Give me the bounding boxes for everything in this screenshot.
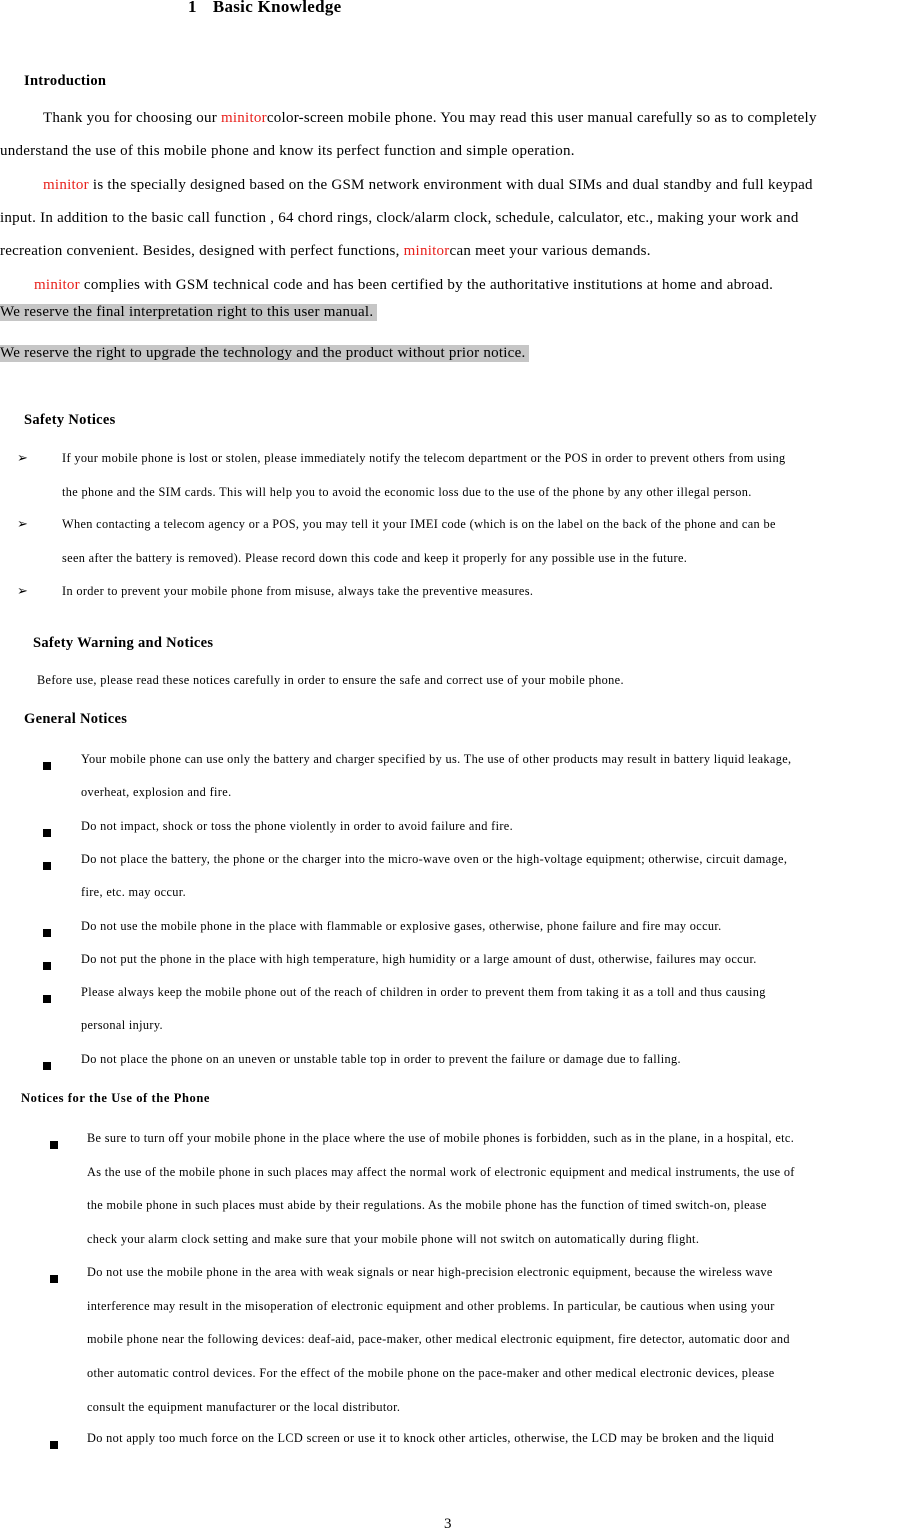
general-notice-line: Do not place the battery, the phone or the charger into the micro-wave oven or the high-voltage equipment; otherwise, circuit damage, [81, 852, 788, 866]
general-notice-line: Do not use the mobile phone in the place with flammable or explosive gases, otherwise, phone failure and fire may occur. [81, 919, 722, 933]
safety-notices-title: Safety Notices [24, 412, 116, 428]
arrow-bullet-icon: ➢ [17, 450, 28, 465]
square-bullet-icon [43, 957, 51, 975]
square-bullet-icon [50, 1136, 58, 1154]
introduction-title: Introduction [24, 73, 107, 89]
highlighted-text: We reserve the right to upgrade the technology and the product without prior notice. [0, 345, 529, 362]
general-notice-line: Please always keep the mobile phone out of the reach of children in order to prevent them from taking it as a toll and thus causing [81, 985, 766, 999]
phone-use-notice-line: the mobile phone in such places must abide by their regulations. As the mobile phone has the function of timed switch-on, please [87, 1198, 767, 1213]
reserve-notice-1 [0, 304, 377, 321]
phone-use-notice-line: check your alarm clock setting and make sure that your mobile phone will not switch on automatically during flight. [87, 1232, 700, 1247]
page-number: 3 [444, 1516, 452, 1532]
safety-notice-line: If your mobile phone is lost or stolen, please immediately notify the telecom department or the POS in order to prevent others from using [62, 451, 786, 465]
intro-text: recreation convenient. Besides, designed with perfect functions, [0, 243, 404, 259]
safety-notice-line: the phone and the SIM cards. This will help you to avoid the economic loss due to the use of the phone by any other illegal person. [62, 485, 752, 499]
chapter-number: 1 [188, 0, 197, 16]
safety-notice-line: In order to prevent your mobile phone from misuse, always take the preventive measures. [62, 584, 534, 598]
phone-use-notices-title: Notices for the Use of the Phone [21, 1091, 211, 1105]
general-notice-line: Your mobile phone can use only the battery and charger specified by us. The use of other products may result in battery liquid leakage, [81, 752, 792, 766]
general-notice-line: Do not impact, shock or toss the phone violently in order to avoid failure and fire. [81, 819, 514, 833]
square-bullet-icon [43, 857, 51, 875]
general-notice-line: overheat, explosion and fire. [81, 785, 232, 799]
general-notice-line: fire, etc. may occur. [81, 885, 186, 899]
square-bullet-icon [43, 990, 51, 1008]
safety-notice-line: When contacting a telecom agency or a POS, you may tell it your IMEI code (which is on the label on the back of the phone and can be [62, 517, 776, 531]
square-bullet-icon [43, 824, 51, 842]
square-bullet-icon [43, 1057, 51, 1075]
phone-use-notice-line: Be sure to turn off your mobile phone in the place where the use of mobile phones is forbidden, such as in the plane, in a hospital, etc. [87, 1131, 795, 1145]
square-bullet-icon [43, 924, 51, 942]
phone-use-notice-line: consult the equipment manufacturer or the local distributor. [87, 1399, 401, 1414]
intro-text: Thank you for choosing our [43, 110, 221, 126]
intro-text: color-screen mobile phone. You may read this user manual carefully so as to completely [266, 110, 817, 126]
square-bullet-icon [50, 1270, 58, 1288]
intro-text: is the specially designed based on the GSM network environment with dual SIMs and dual standby and full keypad [88, 177, 813, 193]
general-notice-line: Do not put the phone in the place with high temperature, high humidity or a large amount of dust, otherwise, failures may occur. [81, 952, 757, 966]
phone-use-notice-line: Do not apply too much force on the LCD screen or use it to knock other articles, otherwise, the LCD may be broken and the liquid [87, 1431, 775, 1445]
safety-notice-line: seen after the battery is removed). Please record down this code and keep it properly for any possible use in the future. [62, 551, 688, 565]
general-notice-line: personal injury. [81, 1018, 163, 1032]
phone-use-notice-line: interference may result in the misoperation of electronic equipment and other problems. In particular, be cautious when using your [87, 1298, 775, 1313]
intro-paragraph-3 [34, 277, 773, 294]
general-notice-line: Do not place the phone on an uneven or unstable table top in order to prevent the failure or damage due to falling. [81, 1052, 681, 1066]
reserve-notice-2 [0, 345, 529, 362]
brand-name: minitor [34, 277, 80, 293]
arrow-bullet-icon: ➢ [17, 583, 28, 598]
intro-paragraph-2-line-3 [0, 243, 651, 260]
intro-text: complies with GSM technical code and has been certified by the authoritative institutions at home and abroad. [79, 277, 774, 293]
chapter-heading [188, 0, 342, 17]
brand-name: minitor [220, 110, 267, 126]
intro-paragraph-2-line-1 [43, 177, 813, 194]
brand-name: minitor [43, 177, 89, 193]
intro-paragraph-1-line-1 [43, 110, 817, 127]
highlighted-text: We reserve the final interpretation right to this user manual. [0, 304, 377, 321]
intro-text: can meet your various demands. [449, 243, 651, 259]
phone-use-notice-line: other automatic control devices. For the effect of the mobile phone on the pace-maker and other medical electronic devices, please [87, 1366, 775, 1381]
safety-warning-title: Safety Warning and Notices [33, 635, 214, 651]
chapter-title: Basic Knowledge [212, 0, 342, 16]
square-bullet-icon [43, 757, 51, 775]
phone-use-notice-line: mobile phone near the following devices: deaf-aid, pace-maker, other medical electronic equipment, fire detector, automatic door and [87, 1332, 790, 1347]
intro-paragraph-1-line-2: understand the use of this mobile phone and know its perfect function and simple operation. [0, 143, 575, 159]
phone-use-notice-line: Do not use the mobile phone in the area with weak signals or near high-precision electronic equipment, because the wireless wave [87, 1265, 773, 1279]
safety-warning-intro: Before use, please read these notices carefully in order to ensure the safe and correct use of your mobile phone. [37, 673, 624, 687]
intro-paragraph-2-line-2: input. In addition to the basic call function , 64 chord rings, clock/alarm clock, schedule, calculator, etc., making your work and [0, 210, 799, 226]
brand-name: minitor [403, 243, 450, 259]
general-notices-title: General Notices [24, 711, 128, 727]
arrow-bullet-icon: ➢ [17, 516, 28, 531]
square-bullet-icon [50, 1436, 58, 1454]
phone-use-notice-line: As the use of the mobile phone in such places may affect the normal work of electronic equipment and medical instruments, the use of [87, 1164, 795, 1179]
